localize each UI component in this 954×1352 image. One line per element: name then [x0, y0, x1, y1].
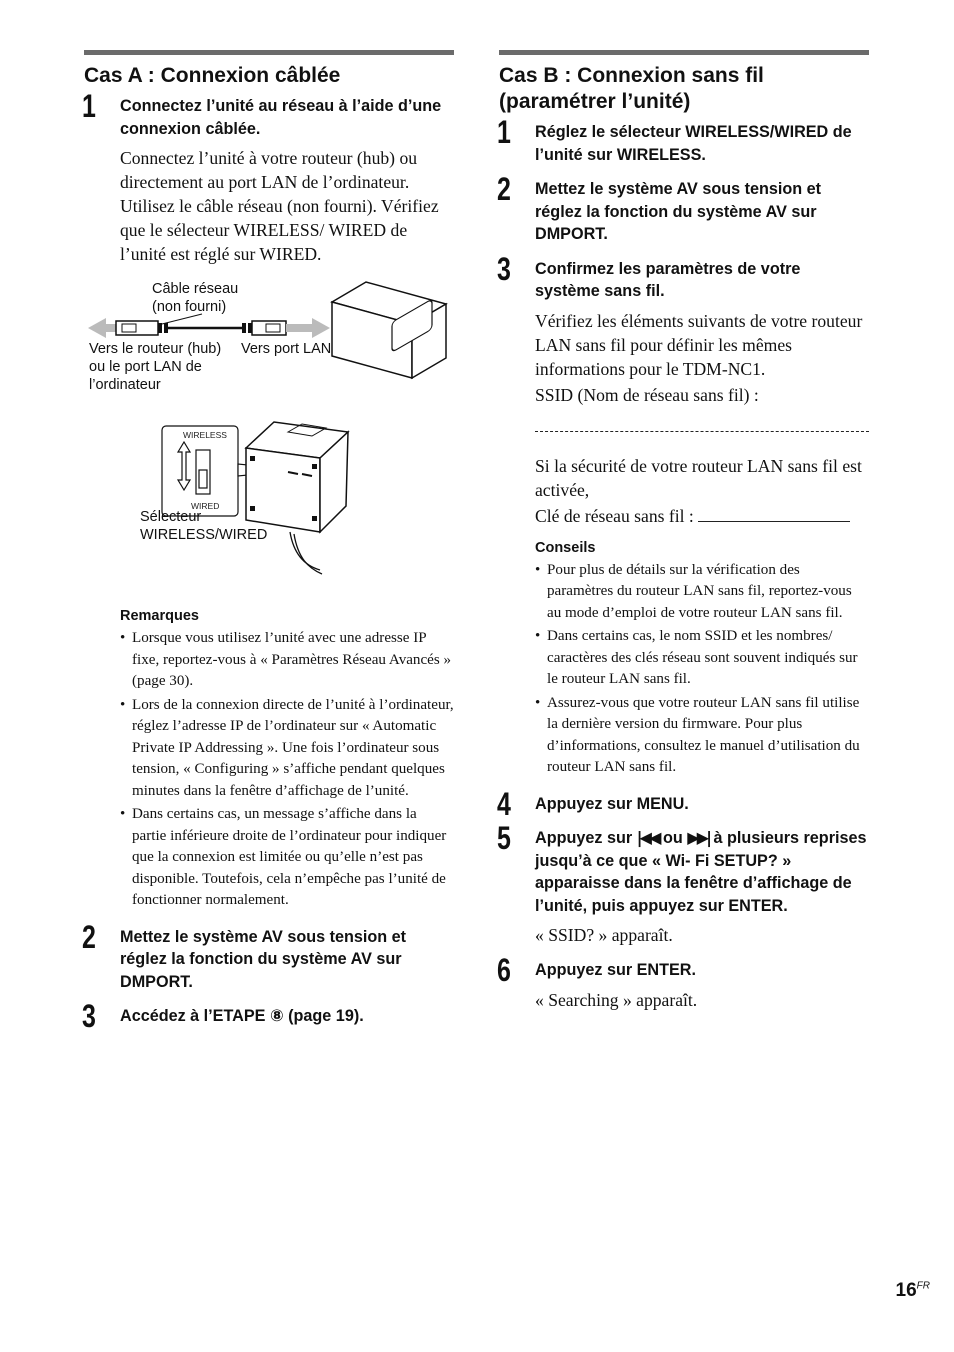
step-number: 2: [82, 918, 96, 955]
section-rule: [499, 50, 869, 55]
left-arrow-icon: [88, 318, 116, 338]
next-track-icon: ▶▶|: [687, 828, 710, 847]
notes-title: Remarques: [120, 608, 199, 624]
lan-label: Vers port LAN: [241, 341, 332, 357]
step-heading: [535, 827, 869, 917]
case-b-step-1: [497, 114, 869, 166]
cable-label-1: Câble réseau: [152, 281, 239, 297]
column-case-a: [82, 50, 454, 1034]
router-label-3: l’ordinateur: [89, 377, 161, 393]
page-number-value: 16: [895, 1280, 917, 1301]
list-item: • Lors de la connexion directe de l’unité à l’ordinateur, réglez l’adresse IP de l’ordinateur sur « Automatic Private IP Addressing ». Une fois l’ordinateur sous tension, « Configuring » s’affiche pendant quelques minutes dans la fenêtre d’affichage de l’unité.: [120, 695, 454, 803]
step-heading: Connectez l’unité au réseau à l’aide d’une connexion câblée.: [120, 97, 442, 138]
case-b-step-5: [497, 820, 869, 947]
step-number: 1: [497, 114, 511, 150]
switch-wireless-label: WIRELESS: [183, 430, 227, 440]
case-a-step-2: [82, 918, 454, 994]
heading-part: Appuyez sur: [535, 829, 637, 847]
step-number: 5: [497, 820, 511, 856]
list-item: • Lorsque vous utilisez l’unité avec une adresse IP fixe, reportez-vous à « Paramètres Réseau Avancés » (page 30).: [120, 628, 454, 693]
case-b-title: [499, 63, 869, 115]
router-label-1: Vers le routeur (hub): [89, 341, 222, 357]
case-b-step-6: [497, 952, 869, 1012]
list-item: • Assurez-vous que votre routeur LAN sans fil utilise la dernière version du firmware. Pour plus d’informations, consultez le manuel d’utilisation du routeur LAN sans fil.: [535, 693, 869, 779]
case-b-title-line-2: (paramétrer l’unité): [499, 90, 691, 113]
step-body: Connectez l’unité à votre routeur (hub) ou directement au port LAN de l’ordinateur. Utilisez le câble réseau (non fourni). Vérifiez que le sélecteur WIRELESS/ WIRED de l’unité est réglé sur WIRED.: [120, 148, 439, 264]
list-item: • Dans certains cas, un message s’affiche dans la partie inférieure droite de l’ordinateur pour indiquer que la connexion est limitée ou qu’elle n’est pas disponible. Toutefois, cela n’empêche pas l’unité de fonctionner normalement.: [120, 804, 454, 912]
tips-title: Conseils: [535, 539, 596, 556]
column-case-b: [499, 50, 869, 1012]
step-result: « SSID? » apparaît.: [535, 925, 673, 945]
step-heading: Mettez le système AV sous tension et réglez la fonction du système AV sur DMPORT.: [120, 927, 407, 991]
case-a-step-1: [82, 88, 454, 912]
step-number: 3: [497, 250, 511, 287]
case-b-title-line-1: Cas B : Connexion sans fil: [499, 64, 764, 87]
page-language-suffix: FR: [916, 1280, 930, 1292]
step-heading: Appuyez sur MENU.: [535, 794, 689, 813]
heading-part: à plusieurs reprises jusqu’à ce que « Wi- Fi SETUP? » apparaisse dans la fenêtre d’affichage de l’unité, puis appuyez sur ENTER.: [535, 829, 867, 915]
step-heading: Réglez le sélecteur WIRELESS/WIRED de l’unité sur WIRELESS.: [535, 123, 852, 164]
step-body: Vérifiez les éléments suivants de votre routeur LAN sans fil pour définir les mêmes informations pour le TDM-NC1.: [535, 310, 863, 379]
network-key-line: [535, 504, 869, 528]
list-item: • Pour plus de détails sur la vérification des paramètres du routeur LAN sans fil, reportez-vous au mode d’emploi de votre routeur LAN sans fil.: [535, 560, 869, 625]
switch-wired-label: WIRED: [191, 501, 220, 511]
wired-connection-diagram: [84, 280, 454, 590]
step-heading: Appuyez sur ENTER.: [535, 961, 696, 979]
unit-cube-icon: [332, 282, 446, 378]
heading-part: ou: [658, 829, 688, 847]
case-b-step-3: [497, 250, 869, 779]
step-heading: Accédez à l’ETAPE ⑧ (page 19).: [120, 1007, 364, 1025]
previous-track-icon: |◀◀: [636, 828, 659, 847]
network-key-blank: [698, 507, 850, 522]
case-a-title: Cas A : Connexion câblée: [84, 64, 341, 87]
router-label-2: ou le port LAN de: [89, 359, 202, 375]
case-b-step-2: [497, 171, 869, 246]
ssid-blank-line: [535, 417, 869, 432]
step-heading: Mettez le système AV sous tension et réglez la fonction du système AV sur DMPORT.: [535, 180, 822, 243]
step-number: 1: [82, 88, 96, 124]
step-number: 3: [82, 998, 96, 1034]
selector-label-2: WIRELESS/WIRED: [140, 527, 268, 543]
section-rule: [84, 50, 454, 55]
unit-back-icon: [246, 422, 348, 574]
step-number: 6: [497, 952, 511, 988]
notes-list: [120, 628, 454, 912]
tips-list: [535, 560, 869, 779]
case-b-step-4: [497, 785, 869, 822]
case-a-step-3: [82, 998, 454, 1034]
ssid-label: SSID (Nom de réseau sans fil) :: [535, 384, 759, 405]
list-item: • Dans certains cas, le nom SSID et les nombres/ caractères des clés réseau sont souvent indiqués sur le routeur LAN sans fil.: [535, 626, 869, 691]
step-number: 2: [497, 171, 511, 207]
selector-label-1: Sélecteur: [140, 509, 202, 525]
step-heading: Confirmez les paramètres de votre système sans fil.: [535, 259, 801, 300]
step-number: 4: [497, 785, 511, 822]
step-result: « Searching » apparaît.: [535, 989, 698, 1010]
cable-label-2: (non fourni): [152, 299, 227, 315]
page-number: [896, 1280, 930, 1302]
right-arrow-icon: [286, 318, 330, 338]
network-key-label: Clé de réseau sans fil :: [535, 505, 694, 526]
security-text: Si la sécurité de votre routeur LAN sans fil est activée,: [535, 455, 862, 500]
